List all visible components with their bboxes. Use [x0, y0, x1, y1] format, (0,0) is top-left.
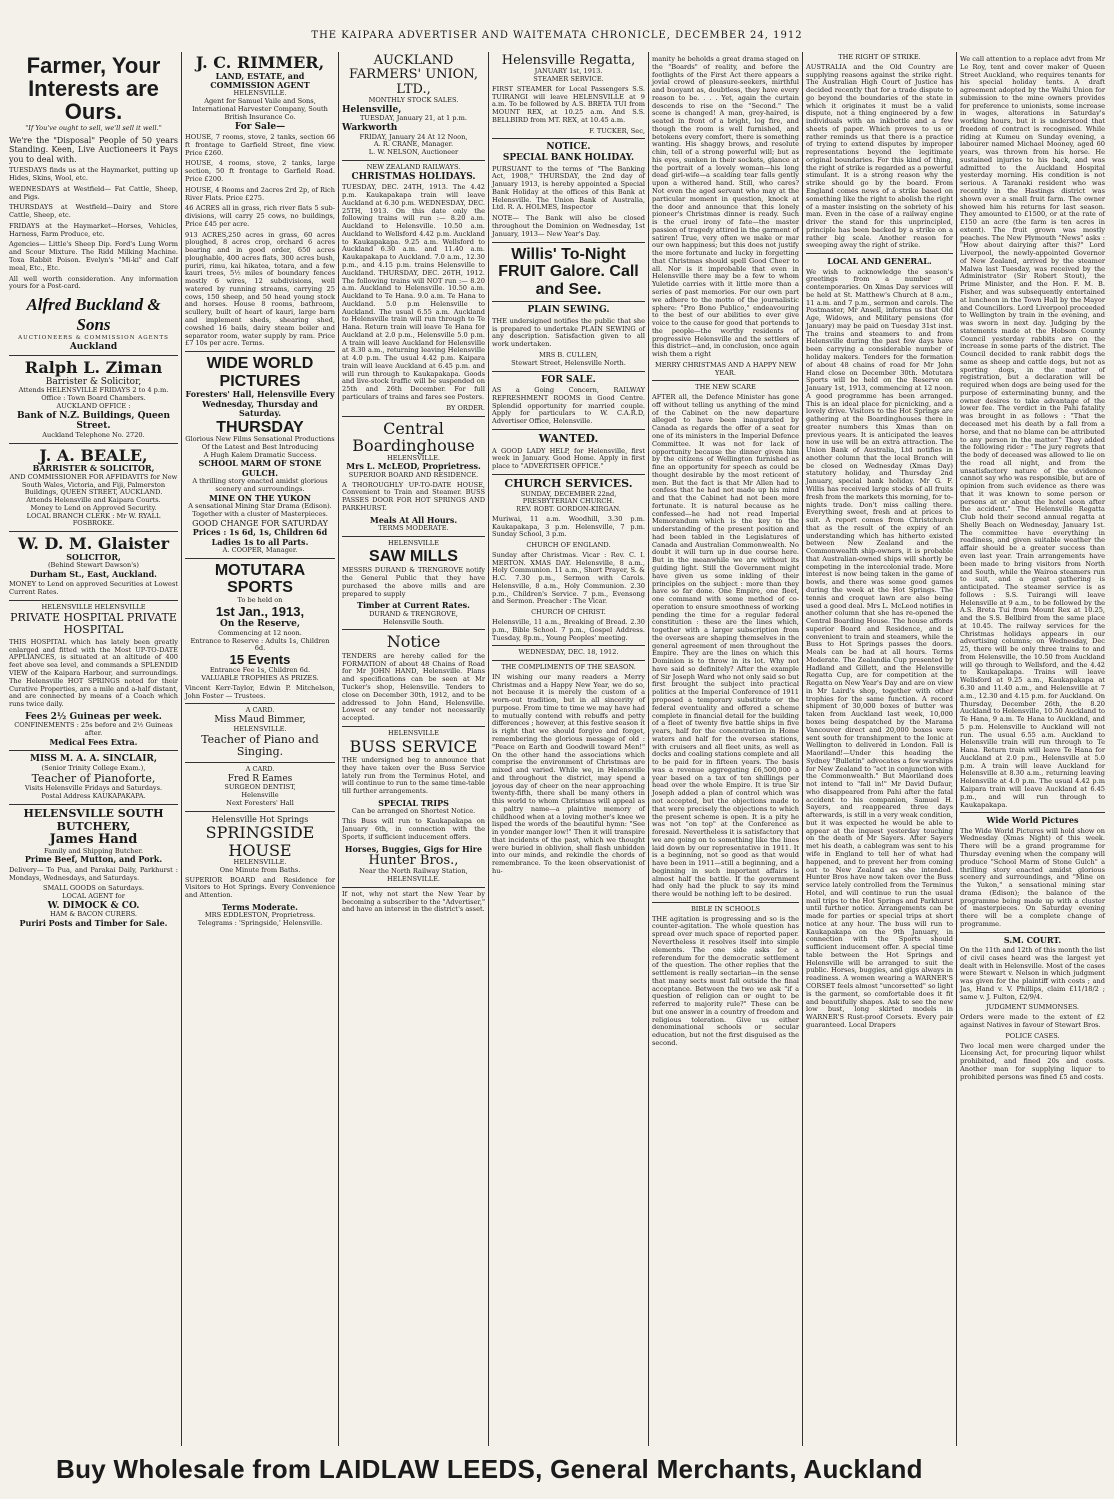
motutara-held: To be held on	[237, 596, 283, 605]
steamer-title: STEAMER SERVICE.	[533, 75, 604, 84]
rail-body: TUESDAY, DEC. 24TH, 1913. The 4.42 p.m. Kaukapakapa train will leave Auckland at 6.30 p.m. WEDNESDAY, DEC. 25TH, 1913. On this date only the following trains will run :— 8.20 a.m. Auckland to Helensville. 10.50 a.m. Auckland to Wellsford 4.42 p.m. Auckland to Kaukapakapa. 9.25 a.m. Wellsford to Auckland 6.30 a.m. and 11.40 a.m. Kaukapakapa to Auckland. 7.0 a.m., 12.30 p.m., and 4.15 p.m. trains Helensville to Auckland. THURSDAY, DEC. 26TH, 1912. The following trains will NOT run :— 8.20 a.m. Auckland to Helensville. 10.50 a.m. Auckland to Te Hana. 9.0 a.m. Te Hana to Auckland. 5.0 p.m Helensville to Auckland. The usual 6.55 a.m. Auckland to Helensville train will run through to Te Hana. Return train will leave Te Hana for Auckland at 2.0 p.m., Helensville 5.0 p.m. A train will leave Auckland for Helensville at 8.30 a.m., returning leaving Helensville at 4.0 p.m. The usual 4.42 p.m. Kaipara train will leave Auckland at 6.45 p.m. and will run through to Kaukapakapa. Goods and live-stock traffic will be suspended on 25th and 26th December. For full particulars of trains and fares see Posters.	[342, 183, 485, 401]
bank-note: NOTE— The Bank will also be closed throughout the Dominion on Wednesday, 1st January, 1913— New Year's Day.	[492, 214, 645, 238]
for-sale: For Sale—	[234, 121, 286, 132]
intro: We're the "Disposal" People of 50 years Standing. Keen, Live Auctioneers it Pays you to deal with.	[9, 136, 178, 164]
buckland-place: Auckland	[69, 341, 118, 352]
glaister-title: SOLICITOR,	[66, 551, 121, 562]
cb-body: A THOROUGHLY UP-TO-DATE HOUSE, Convenient to Train and Steamer. BUSS PASSES DOOR FOR HOT SPRINGS AND PARKHURST.	[342, 480, 485, 512]
local-title: LOCAL AND GENERAL.	[827, 256, 932, 267]
eng-body: Sunday after Christmas. Vicar : Rev. C. I. MERTON. XMAS DAY. Helensville, 8 a.m., Holy Communion. 11 a.m., Short Prayer, S. & H.C. 7.30 p.m., Sermon with Carols. Helensville, 8 a.m., Holy Communion. 2.30 p.m., Children's Service. 7 p.m., Evensong and Sermon. Preacher : The Vicar.	[492, 550, 645, 606]
christ-title: CHURCH OF CHRIST.	[531, 608, 606, 617]
special-body: Can be arranged on Shortest Notice.	[351, 807, 476, 816]
card-2: A CARD.	[245, 764, 275, 773]
rimmer-place: HELENSVILLE.	[233, 89, 287, 98]
scare-body: AFTER all, the Defence Minister has gone off without telling us anything of the mind of the Cabinet on the new departure alleged to have been inaugurated by Canada as regards the offer of a seat for one of its ministers in the Imperial Defence Committee. It was not for lack of opportunity because the dinner given him by the citizens of Wellington furnished as fine an opportunity for speech as could be thought desirable by the most reticent of men. But the fact is that Mr Allen had to confess that he had not made up his mind and that the Cabinet had not been more fortunate. It is natural because as he confessed—he had not read Imperial Memorandum which is the key to the understanding of the present position and had been tabled in the Legislatures of Canada and Australian Commonwealth. No doubt it will turn up in due course here. But in the meanwhile we are without its guiding light. Still the Government might have given us some inkling of their principles on the subject : more than they have so far done. One Empire, one fleet, one command with some method of co-operation to ensure smoothness of working pending the time for a regular federal constitution : these are the lines which, together with a larger subscription from the overseas are shaping themselves in the general agreement of men throughout the Empire. They are the lines on which this Dominion is to throw in its lot. Why not have said so definitely? After the example of Sir Joseph Ward who not only said so but first brought the subject into practical politics at the Imperial Conference of 1911 proposed a temporary substitute or the federal eventuality and offered a scheme complete in financial detail for the building of a fleet of twenty five battle ships in five years, half for the concentration in Home waters and half for the oversea stations, with cruisers and all fleet units, as well as docks and coaling stations complete and all to be paid for in fifteen years. The basis was a revenue aggregating £6,500,000 a year based on a tax of ten shillings per head over the whole Empire. It is true Sir Joseph added a plan of control which was not accepted, but the objections made to that were precisely the objections to which the present scheme is open. It is a pity he was not "on top" at the Conference as foresaid. Nevertheless it is satisfactory that we are going on to something like the lines laid down by our representative in 1911. It is a beginning, not so good as that would have been in 1911—still a beginning, and a beginning in such important affairs is almost half the battle. If the government had only had the pluck to say its mind there would be nothing left to be desired.	[652, 393, 799, 899]
wwp-news-body: The Wide World Pictures will hold show on Wednesday (Xmas Night) of this week. There will be a grand programme for Thursday evening when the company will produce "School Marm of Stone Gulch" a thrilling story enacted amidst glorious scenery and surroundings, and "Mine on the Yukon," a sensational mining star drama (Edison); the balance of the programme being made up with a cluster of masterpieces. On Saturday evening there will be a complete change of programme.	[960, 826, 1105, 928]
bank-body: PURSUANT to the terms of "The Banking Act, 1908," THURSDAY, the 2nd day of January 1913, is hereby appointed a Special Bank Holiday at the offices of this Bank at Helensville. The Union Bank of Australia, Ltd. R. A. HOLMES, Inspector	[492, 164, 645, 212]
eames-name: Fred R Eames	[227, 773, 293, 784]
column-6	[802, 52, 956, 1446]
beale-money: Money to Lend on Approved Security.	[30, 503, 157, 512]
court-judgment: JUDGMENT SUMMONSES.	[985, 1003, 1080, 1012]
card-1: A CARD.	[245, 706, 275, 715]
butchery-meat: Prime Beef, Mutton, and Pork.	[24, 854, 163, 865]
forsale-body: AS a Going Concern, RAILWAY REFRESHMENT ROOMS in Good Centre. Splendid opportunity for married couple. Apply for particulars to W. C.A.R.D, Advertiser Office, Helensville.	[492, 386, 645, 426]
ziman-line2: Office : Town Board Chambers.	[41, 394, 146, 403]
butchery-sub: Family and Shipping Butcher.	[44, 846, 143, 855]
notice: NOTICE.	[546, 142, 591, 153]
col7-body: We call attention to a replace advt from Mr Le Roy, tent and cover maker of Queen Street Auckland, who requires tenants for his special holiday tents. A draft agreement adopted by the Waihi Union for submission to the mine owners provides for preference to unionists, some increase in wages, alterations in Saturday's working hours, but it is understood that freedom of contract is recognised. While riding at Kumeu on Sunday evening, a labourer named Michael Mooney, aged 60 years, was thrown from his horse. He sustained injuries to his back, and was admitted to the Auckland Hospital yesterday morning. His condition is not serious. A Taranaki resident who was recently in the Hastings district was shown over a small fruit farm. The owner showed him his returns for last season. They amounted to £1500, or at the rate of £150 an acre (the farm is ten acres in extent). The fruit grown was mostly peaches. The New Plymouth "News" asks : "How about dairying after this?" Lord Liverpool, the newly-appointed Governor of New Zealand, arrived by the steamer Malwa last Tuesday, was received by the Administrator (Sir Robert Stout), the Prime Minister, and the Hon. F. M. B. Fisher, and was subsequently entertained at luncheon in the Town Hall by the Mayor and Councillors. Lord Liverpool proceeded to Wellington by train in the evening, and was sworn in next day. Judging by the statements made at the Hobson County Council yesterday rabbits are on the increase in some parts of the district. The Council decided to rank rabbit dogs the same as sheep and cattle dogs, but not as sporting dogs, in the matter of registration, but a declaration will be required when dogs are being used for the purpose of exterminating bunny, and the owner desires to take advantage of the lower fee. The verdict in the Pahi fatality was brought in as follows : "That the deceased met his death by a fall from a horse, and that no blame can be attributed to any person in the matter." They added the following rider : "The jury regrets that the body of deceased was allowed to lie on the road all night, and from the unsatisfactory nature of the evidence cannot say who was responsible, but are of opinion from such evidence as there was that it was known to some person or persons at or about the hotel soon after the accident." The Helensville Regatta Club hold their second annual regatta at Shelly Beach on Wednesday, January 1st. The committee have everything in readiness, and given suitable weather the affair should be a greater success than even last year. Train arrangements have been made to bring visitors from North and South, while the Wairoa steamers run to suit, and a great gathering is anticipated. The steamer service is as follows : S.S. Tuirangi will leave Helensville at 9 a.m., to be followed by the A.S. Breta Tui from Mount Rex at 10.25, and the S.S. Bellbird from the same place at 10.45. The railway services for the Christmas holidays appears in our advertising columns; on Wednesday, Dec 25, there will be only three trains to and from Helensville, the 10.50 from Auckland will go through to Wellsford, and the 4.42 to Kaukapakapa. Trains will leave Wellsford at 9.25 a.m., Kaukapakapa at 6.30 and 11.40 a.m., and Helensville at 7 a.m., 12.30 and 4.15 p.m. for Auckland. On Thursday, December 26th, the 8.20 Auckland to Helensville, 10.50 Auckland to Te Hana, 9 a.m. Te Hana to Auckland, and 5 p.m. Helensville to Auckland will not run. The usual 6.55 a.m. Auckland to Helensville train will run through to Te Hana. Return train will leave Te Hana for Auckland at 2.0 p.m., Helensville at 5.0 p.m. A train will leave Auckland for Helensville at 8.30 a.m., returning leaving Helensville at 4.0 p.m. The usual 4.42 p.m Kaipara train will leave Auckland at 6.45 p.m., and will run through to Kaukapakapa.	[960, 55, 1105, 809]
springs-head: Helensville Hot Springs	[211, 814, 309, 824]
cb-terms: TERMS MODERATE.	[378, 524, 449, 533]
ziman-bank: Bank of N.Z. Buildings, Queen Street.	[16, 410, 171, 432]
bible-body: THE agitation is progressing and so is the counter-agitation. The whole question has spread over much space of reported paper. Nevertheless it resolves itself into simple elements. The one side asks for a referendum for the democratic settlement of the question. The other replies that the settlement is really sectarian—in the sense that many sects must fall outside the final acceptance. Between the two we ask "if a question of religion can or ought to be referred to majority rule?" These can be but one answer in a country of freedom and religious toleration. Give us either denominational schools or secular education, but not the first disguised as the second.	[652, 914, 799, 1047]
wwp-news-title: Wide World Pictures	[986, 815, 1079, 826]
ziman-name: Ralph L. Ziman	[24, 358, 163, 378]
scare-title: THE NEW SCARE	[695, 383, 756, 392]
ziman-office: AUCKLAND OFFICE :	[56, 402, 131, 410]
marm-title: SCHOOL MARM OF STONE GULCH.	[198, 458, 322, 478]
beale-name: J. A. BEALE,	[39, 445, 148, 465]
police-title: POLICE CASES.	[1005, 1031, 1060, 1040]
local-body: We wish to acknowledge the season's greetings from a number of contemporaries. On Xmas Day services will be held at St. Matthew's Church at 8 a.m., 11 a.m. and 7 p.m., sermon and carols. The Postmaster, Mr Ansell, informs us that Old Age, Widows, and Military pensions (for January) may be paid on Tuesday 31st inst. The trains and steamers to and from Helensville during the past few days have been carrying a considerable number of holiday makers. Tenders for the formation of about 48 chains of road for Mr John Hand close on December 30th. Motutara Sports will be held on the Reserve on January 1st, 1913, commencing at 12 noon. A good programme has been arranged. This is an ideal place for picnicking, and a lovely drive. Visitors to the Hot Springs are gathering at the Boardinghouses there in greater numbers this Xmas than on previous years. It is anticipated the leaves now in use will be an extra attraction. The Union Bank of Australia, Ltd notifies in another column that the local Branch will be closed on Wednesday (Xmas Day) statutory holiday, and Thursday 2nd January, special bank holiday. Mr G. F. Willis has received large stocks of all fruits fresh from the markets this morning, for to-nights trade. Don't miss calling there. Everything sweet, fresh and at prices to suit. A report comes from Christchurch that as the result of the expiry of an understanding which has hitherto existed between New Zealand and the Commonwealth ship-owners, it is probable that Australian-owned ships will shortly be competing in the intercolonial trade. More interest is now being taken in the game of bowls, and there was some good games during the week at the Hot Springs. The tennis and croquet lawn are also being used a good deal. Mrs L. McLeod notifies in another column that she has re-opened the Central Boarding House. The house affords superior Board and Residence, and is convenient to train and steamers, while the Buss to Hot Springs passes the doors. Meals can be had at all hours. Terms Moderate. The Zealandia Cup presented by Hadland and Gillett, and the Helensville Regatta Cup, are for competition at the Regatta on New Year's Day and are on view in Mr Laird's shop, together with other trophies for the same function. A record shipment of 30,000 boxes of butter was taken from Auckland last week, 10,000 boxes being despatched by the Marama Vancouver direct and 20,000 boxes were sent south for transhipment to the Ionic at Wellington to delivered in London. Fall is Maoriland!—Under this heading the Sydney "Bulletin" advocates a few warships for New Zealand to "act in conjunction with the Commonwealth." But Maoriland does not intend to "fall in!" Mr David Dufaur, who disappeared from Pahi after the fatal accident to his companion, Samuel H. Sayers, and reappeared three days afterwards, is still in a very weak condition, but it was expected he would be able to appear at the inquest yesterday touching on the death of Mr Sayers. After Sayers met his death, a cablegram was sent to his wife in England to tell her of what had happened, and to prevent her from coming out to New Zealand as she intended. Hunter Bros have now taken over the Buss service lately controlled from the Terminus Hotel, and will continue to run the usual mail trips to the Hot Springs and Parkhurst until further notice. Arrangements can be made for parties or special trips at short notice at any hour. The buss will run to Kaukapakapa on the 9th January, in connection with the Sports should sufficient inducement offer. A special time table between the Hot Springs and Helensville will be arranged to suit the public. Horses, buggies, and gigs always in readiness. A women wearing a WARNER'S CORSET feels almost "uncorsetted" so light is the garment, so comfortable does it fit and beautifully shapes. Ask to see the new low bust, long skirted models in WARNER'S Rust-proof Corsets. Every pair guaranteed. Local Drapers	[806, 267, 953, 1029]
afu-helensville-date: TUESDAY, January 21, at 1 p.m.	[360, 114, 467, 123]
motutara-events: 15 Events	[229, 652, 291, 668]
afu-title: AUCKLAND FARMERS' UNION, LTD.,	[348, 53, 479, 97]
plain-body: THE undersigned notifies the public that she is prepared to undertake PLAIN SEWING of any description. Satisfaction given to all work undertaken.	[492, 316, 645, 349]
buss-body: THE undersigned beg to announce that they have taken over the Buss Service lately run from the Terminus Hotel, and will continue to run to the same time-table till further arrangements.	[342, 756, 485, 796]
beale-title: BARRISTER & SOLICITOR,	[32, 463, 155, 474]
buckland-logo: Alfred Buckland & Sons	[26, 295, 161, 335]
butchery-delivery: Delivery— To Pua, and Parakai Daily, Parkhurst : Mondays, Wednesdays, and Saturdays.	[9, 865, 178, 882]
cullen-address: Stewart Street, Helensville North.	[511, 358, 626, 367]
court-title: S.M. COURT.	[1003, 934, 1062, 945]
butchery-dimock: W. DIMOCK & CO.	[47, 900, 140, 911]
church-title: CHURCH SERVICES.	[504, 476, 633, 490]
court-body: On the 11th and 12th of this month the list of civil cases heard was the largest yet dealt with in Helensville. Most of the cases were Stewart v. Nelson in which judgment was given for the plaintiff with costs ; and Jas, Hand v. V. Phillips, claim £11/18/2 ; same v. J. Fulton, £2/9/4.	[960, 946, 1105, 1001]
ziman-line1: Attends HELENSVILLE FRIDAYS 2 to 4 p.m.	[18, 386, 169, 395]
house-3: HOUSE, 4 Rooms and 2acres 2rd 2p, of Rich River Flats. Price £275.	[185, 185, 335, 202]
prices: Prices : 1s 6d, 1s, Children 6d Ladies 1s to all Parts.	[192, 527, 328, 547]
column-5	[648, 52, 802, 1446]
hospital-head: HELENSVILLE HELENSVILLE	[41, 602, 146, 611]
compliments-cont: manity he beholds a great drama staged on the "Boards" of reality, and before the footlights of the First Act there appears a jovial crowd of pleasure-seekers, mirthful and buoyant as, doubtless, they have every reason to be. . . . Yet, again the curtain descends to rise on the "Second." The scene is changed! A man, grey-haired, is seated in front of a bright, log fire, and though the room is well furnished, and betokens every comfort, there is something wanting. His shaggy brows, and resolute chin, tell of a strong powerful will; but as his eyes, sunken in their sockets, glance at the portrait of a lovely woman—his long dead girl-wife—a scalding tear falls gently upon a withered hand. Still, who cares? Not even the aged servant who may at the particular moment in question, knock at the door and announce that this lonely pioneer's Christmas dinner is ready. Such is the cruel irony of fate—the master passion of tragedy attired in the garment of satiren! True, very often we make or mar our own happiness; but this does not justify the more fortunate and lucky in forgetting that Christmas should spell Good Cheer to all. Nor is it improbable that even in Helensville there may be a few to whom Yuletide carries with it little more than a series of past memories. For our own part we adhere to the motto of the journalistic sphere: "Pro Bono Publico," endeavouring to the best of our abilities to ever give voice to the cause for good that portends to the people—the worthy residents of progressive Helensville and the settlers of this district—and, in conclusion, once again wish them a right	[652, 55, 799, 359]
afu-nelson: L. W. NELSON, Auctioneer	[368, 148, 459, 157]
column-2	[181, 52, 338, 1446]
agencies: Agencies— Little's Sheep Dip. Ford's Lung Worm and Scour Mixture. The Ridd Milking Machine. Toxa Rabbit Poison. Evelyn's "Mi-ki" and Calf meal, Etc., Etc.	[9, 240, 178, 272]
bible-title: BIBLE IN SCHOOLS	[690, 904, 761, 913]
buss-head: HELENSVILLE	[388, 728, 439, 737]
editorial-date: WEDNESDAY, DEC. 18, 1912.	[518, 648, 619, 657]
saw-firm: DURAND & TRENGROVE,	[369, 609, 458, 618]
notice-title: Notice	[386, 632, 441, 652]
xmas-title: CHRISTMAS HOLIDAYS.	[351, 171, 476, 182]
mine-body: A sensational Mining Star Drama (Edison).	[188, 502, 332, 511]
hospital-title: PRIVATE HOSPITAL PRIVATE HOSPITAL	[10, 610, 177, 637]
rail-order: BY ORDER.	[446, 403, 485, 412]
saw-timber: Timber at Current Rates.	[357, 600, 470, 611]
christ-body: Helensville, 11 a.m., Breaking of Bread. 2.30 p.m., Bible School. 7 p.m., Gospel Address. Tuesday, 8p.m., Young Peoples' meeting.	[492, 618, 645, 642]
cb-prop: Mrs L. McLEOD, Proprietress.	[346, 461, 481, 472]
horses: Horses, Buggies, Gigs for Hire	[344, 843, 483, 854]
springside-title: SPRINGSIDE HOUSE	[205, 822, 315, 860]
motutara-fees: Entrance Fee 1s, Children 6d.	[209, 666, 311, 675]
hospital-fees: Fees 2½ Guineas per week.	[25, 711, 162, 722]
motutara-date: 1st Jan., 1913,	[215, 603, 305, 619]
motutara-title: MOTUTARA SPORTS	[214, 561, 306, 597]
subscribe: If not, why not start the New Year by becoming a subscriber to the "Advertiser," and have an interest in the district's asset.	[342, 889, 485, 914]
cb-meals: Meals At All Hours.	[369, 514, 458, 525]
springside-body: SUPERIOR BOARD and Residence for Visitors to Hot Springs. Every Convenience and Attention.	[185, 875, 335, 900]
saw-place: Helensville South.	[382, 617, 445, 626]
motutara-trophies: VALUABLE TROPHIES AS PRIZES.	[201, 674, 319, 683]
pres-title: PRESBYTERIAN CHURCH.	[522, 497, 615, 506]
glaister-money: MONEY to Lend on approved Securities at Lowest Current Rates.	[9, 580, 178, 597]
police-body: Two local men were charged under the Licensing Act, for procuring liquor whilst prohibited, and fined 20s and costs. Another man for supplying liquor to prohibited persons was fined £5 and costs.	[960, 1041, 1105, 1081]
springside-minute: One Minute from Baths.	[219, 865, 301, 874]
fridays: FRIDAYS at the Haymarket—Horses, Vehicles, Harness, Farm Produce, etc.	[9, 221, 178, 238]
springside-terms: Terms Moderate.	[222, 901, 298, 912]
wednesdays: WEDNESDAYS at Westfield— Fat Cattle, Sheep, and Pigs.	[9, 184, 178, 201]
hunter-address: Near the North Railway Station, HELENSVILLE.	[359, 867, 468, 883]
marm-body: A thrilling story enacted amidst glorious scenery and surroundings.	[192, 477, 328, 494]
beale-body: AND COMMISSIONER FOR AFFIDAVITS for New South Wales, Victoria, and Fiji, Palmerston Buildings, QUEEN STREET, AUCKLAND.	[9, 472, 178, 497]
afu-helensville: Helensville,	[342, 104, 402, 115]
good-change: GOOD CHANGE FOR SATURDAY	[192, 518, 328, 528]
springside-prop: MRS EDDLESTON, Proprietress.	[204, 911, 316, 920]
sinclair-name: MISS M. A. A. SINCLAIR,	[29, 754, 158, 765]
butchery-small: SMALL GOODS on Saturdays.	[42, 884, 145, 893]
thursday-body: Glorious New Films Sensational Productions Of the Latest and Best Introducing	[185, 435, 335, 451]
eames-title: SURGEON DENTIST,	[224, 783, 296, 792]
compliments-body: IN wishing our many readers a Merry Christmas and a Happy New Year, we do so, not because it is merely the custom of a worn-out tradition, but in all sincerity of purpose. From time to time we may have had to mutually contend with rebuffs and petty differences ; however, at this festive season it is right that we should forgive and forget, remembering the glorious message of old : "Peace on Earth and Goodwill toward Men!" On the other hand the associations which comprise the environment of Christmas are mixed and varied. While we, in Helensville and throughout the district, may spend a joyous day of cheer on the near approaching twenty-fifth, there shall be many others in this world to whom Christmas will appeal as a paltry name—a plaintive memory of childhood when at a loving mother's knee we lisped the words of the beautiful hymn: "See in yonder manger low!" Then it will transpire that incidents of the past, which we thought were buried in oblivion, shall flash unbidden into our minds, and rekindle the chords of remembrance. To the keen observationist of hu-	[492, 672, 645, 875]
hunter-title: Hunter Bros.,	[368, 852, 459, 868]
column-1	[6, 52, 181, 1446]
butchery-agent: LOCAL AGENT for	[62, 892, 125, 901]
bimmer-place: HELENSVILLE.	[233, 724, 287, 733]
thursdays: THURSDAYS at Westfield—Dairy and Store Cattle, Sheep, etc.	[9, 203, 178, 220]
buckland-logo-sub: AUCTIONEERS & COMMISSION AGENTS	[18, 335, 169, 342]
masthead: THE KAIPARA ADVERTISER AND WAITEMATA CHRONICLE, DECEMBER 24, 1912	[311, 30, 803, 41]
church-date: SUNDAY, DECEMBER 22nd,	[520, 489, 617, 498]
merry: MERRY CHRISTMAS AND A HAPPY NEW YEAR.	[654, 360, 797, 377]
house-2: HOUSE, 4 rooms, stove, 2 tanks, large section, 50 ft frontage to Garfield Road. Price £200.	[185, 159, 335, 183]
bimmer-title: Teacher of Piano and Singing.	[201, 732, 319, 759]
forsale-title: FOR SALE.	[541, 374, 596, 385]
quote: "If You've ought to sell, we'll sell it well."	[25, 124, 162, 133]
bank-holiday: SPECIAL BANK HOLIDAY.	[502, 153, 635, 164]
strike-title: THE RIGHT OF STRIKE.	[838, 53, 921, 61]
hospital-confinements: CONFINEMENTS : 25s before and 2½ Guineas after.	[14, 721, 173, 738]
hospital-body: THIS HOSPITAL which has lately been greatly enlarged and fitted with the Most UP-TO-DATE APPLIANCES, is situated at an altitude of 400 feet above sea level, and commands a SPLENDID VIEW of the Kaipara Harbour, and surroundings. The Helensville HOT SPRINGS noted for their Curative Properties, are a mile and a-half distant, and are connected by means of a Coach which runs twice daily.	[9, 637, 178, 709]
kalem: A Hugh Kalem Dramatic Success.	[203, 450, 317, 459]
glaister-name: W. D. M. Glaister	[17, 534, 170, 554]
willis: Willis' To-Night FRUIT Galore. Call and See.	[498, 245, 639, 298]
pres-rev: REV. ROBT. GORDON-KIRGAN.	[516, 505, 621, 514]
trustees: Vincent Kerr-Taylor, Edwin P. Mitchelson, John Foster — Trustees.	[185, 683, 335, 700]
springside-place: HELENSVILLE.	[233, 858, 287, 867]
footer-banner: Buy Wholesale from LAIDLAW LEEDS, General Merchants, Auckland	[56, 1454, 923, 1484]
ziman-title: Barrister & Solicitor,	[45, 376, 142, 387]
glaister-address: Durham St., East, Auckland.	[30, 568, 157, 579]
springside-tel: Telegrams : 'Springside,' Helensville.	[197, 919, 323, 928]
cooper: A. COOPER, Manager.	[222, 546, 298, 555]
afu-warkworth-date: FRIDAY, January 24 At 12 Noon,	[359, 132, 468, 141]
sinclair-body: Visits Helensville Fridays and Saturdays.	[24, 784, 163, 793]
motutara-reserve: On the Reserve,	[220, 619, 300, 630]
afu-warkworth: Warkworth	[342, 123, 398, 134]
strike-body: AUSTRALIA and the Old Country are supplying reasons against the strike right. The Australian High Court of Justice has decided recently that for a trade dispute to go beyond the boundaries of the state in which it originates it must be a valid dispute, not a thing engineered by a few individuals with an inkbottle and a few sheets of paper. Which proves to us or rather reminds us that there is a practice of trying to extend disputes by improper representations beyond the legitimate original boundaries. For this kind of thing, the right of strike is regarded as a powerful stimulant. It is a strong reason why the strike should go by the board. From England comes news of a strike based on something like the right to abolish the right of a master insisting on the sobriety of his man. Even in the case of a railway engine driver the stand for this unprincipled, principle has been backed by a strike on a rather big scale. Another reason for sweeping away the right of strike.	[806, 62, 953, 250]
court-orders: Orders were made to the extent of £2 against Natives in favour of Stewart Bros.	[960, 1013, 1105, 1029]
glaister-behind: (Behind Stewart Dawson's)	[47, 561, 139, 570]
cb-title: Central Boardinghouse	[352, 418, 475, 456]
steamer-body: FIRST STEAMER for Local Passengers S.S. TUIRANGI will leave HELENSVILLE at 9 a.m. To be followed by A.S. BRETA TUI from MOUNT REX, at 10.25 a.m. And S.S. BELLBIRD from MT. REX, at 10.45 a.m.	[492, 84, 645, 124]
saw-head: HELENSVILLE	[388, 538, 439, 547]
saw-title: SAW MILLS	[369, 547, 458, 565]
sinclair-sub: (Senior Trinity College Exam.),	[41, 764, 146, 773]
butchery-head: HELENSVILLE SOUTH BUTCHERY,	[23, 806, 164, 833]
cb-place: HELENSVILLE.	[386, 453, 441, 462]
compliments-title: THE COMPLIMENTS OF THE SEASON.	[501, 663, 636, 672]
afu-sub: MONTHLY STOCK SALES.	[368, 95, 459, 104]
column-3	[338, 52, 488, 1446]
masterpieces: Together with a cluster of Masterpieces.	[192, 510, 328, 519]
wwp-sub: Foresters' Hall, Helensville Every Wednesday, Thursday and Saturday.	[185, 389, 335, 419]
tuesdays: TUESDAYS finds us at the Haymarket, putting up Hides, Skins, Wool, etc.	[9, 166, 178, 183]
regatta-date: JANUARY 1st, 1913.	[534, 67, 603, 76]
mine-title: MINE ON THE YUKON	[209, 492, 311, 503]
cb-sub: SUPERIOR BOARD AND RESIDENCE.	[348, 470, 479, 479]
bimmer-name: Miss Maud Bimmer,	[214, 715, 306, 726]
beale-attends: Attends Helensville and Kaipara Courts.	[26, 496, 161, 505]
saw-body: MESSRS DURAND & TRENGROVE notify the General Public that they have purchased the above mills and are prepared to supply	[342, 566, 485, 598]
eng-title: CHURCH OF ENGLAND.	[526, 541, 611, 550]
wanted-body: A GOOD LADY HELP, for Helensville, first week in January. Good Home. Apply in first place to "ADVERTISER OFFICE."	[492, 446, 645, 471]
wanted-title: WANTED.	[538, 431, 599, 445]
sinclair-address: Postal Address KAUKAPAKAPA.	[41, 792, 146, 801]
eames-next: Next Foresters' Hall	[226, 798, 294, 807]
motutara-commencing: Commencing at 12 noon.	[218, 628, 302, 637]
butchery-name: James Hand	[49, 832, 138, 848]
acres-913: 913 ACRES,250 acres in grass, 60 acres ploughed, 8 acres crop, orchard 6 acres bearing and in good order, 650 acres ploughable, 400 acres flats, 300 acres bush, puriri, rimu, kai hikatea, totara, and a few kauri trees, 5½ miles of boundary fences mostly 6 wires, 12 subdivisions, well watered by running streams, carrying 25 cows, 150 sheep, and 50 head young stock and horses. House 8 rooms, bathroom, scullery, built of heart of kauri, large barn and implement sheds, shearing shed, cowshed 16 bails, dairy steam boiler and separator room, water supply by ram. Price £7 10s per acre. Terms.	[185, 230, 335, 348]
consideration: All well worth consideration. Any information yours for a Post-card.	[9, 274, 178, 291]
farmer-headline: Farmer, Your Interests are Ours.	[26, 53, 161, 125]
thursday: THURSDAY	[216, 418, 304, 436]
regatta-title: Helensville Regatta,	[501, 53, 636, 68]
rimmer-title: LAND, ESTATE, and COMMISSION AGENT	[210, 70, 310, 91]
eames-place: Helensville	[241, 790, 279, 799]
butchery-ham: HAM & BACON CURERS.	[50, 910, 137, 919]
tucker: F. TUCKER, Sec,	[589, 126, 645, 135]
special-trips: SPECIAL TRIPS	[378, 798, 449, 808]
house-1: HOUSE, 7 rooms, stove, 2 tanks, section 66 ft frontage to Garfield Street, fine view. Price £260.	[185, 133, 335, 157]
pres-body: Muriwai, 11 a.m. Woodhill, 3.30 p.m. Kaukapakapa, 3 p.m. Helensville, 7 p.m. Sunday School, 3 p.m.	[492, 514, 645, 539]
ziman-phone: Auckland Telephone No. 2720.	[42, 430, 145, 439]
acres-46: 46 ACRES all in grass, rich river flats 5 sub-divisions, will carry 25 cows, no buildings, Price £45 per acre.	[185, 204, 335, 228]
afu-crane: A. R. CRANE, Manager.	[373, 140, 454, 149]
buss-kaukapakapa: This Buss will run to Kaukapakapa on January 6th, in connection with the Sports, if sufficient inducement offers.	[342, 817, 485, 841]
rimmer-agent: Agent for Samuel Vaile and Sons, International Harvester Company, South British Insurance Co.	[192, 97, 328, 121]
buss-title: BUSS SERVICE	[349, 736, 478, 756]
rimmer-name: J. C. RIMMER,	[195, 53, 325, 72]
motutara-entrance: Entrance to Reserve : Adults 1s, Children 6d.	[190, 636, 330, 653]
column-4	[488, 52, 648, 1446]
plain-title: PLAIN SEWING.	[527, 305, 610, 316]
newspaper-columns	[6, 52, 1108, 1446]
butchery-puriri: Puriri Posts and Timber for Sale.	[19, 918, 168, 929]
beale-clerk: LOCAL BRANCH CLERK : Mr W. RYALL FOSBROKE.	[26, 511, 161, 528]
wwp-title: WIDE WORLD PICTURES	[206, 355, 314, 390]
hospital-medical: Medical Fees Extra.	[49, 736, 138, 747]
cullen: MRS B. CULLEN,	[539, 350, 598, 359]
sinclair-title: Teacher of Pianoforte,	[31, 771, 156, 785]
column-7	[956, 52, 1108, 1446]
notice-body: TENDERS are hereby called for the FORMATION of about 48 Chains of Road for Mr JOHN HAND, Helensville. Plans and specifications can be seen at Mr Tucker's shop, Helensville. Tenders to close on December 30th, 1912, and to be addressed to John Hand, Helensville. Lowest or any tender not necessarily accepted.	[342, 651, 485, 723]
nzr-title: NEW ZEALAND RAILWAYS.	[366, 162, 461, 171]
